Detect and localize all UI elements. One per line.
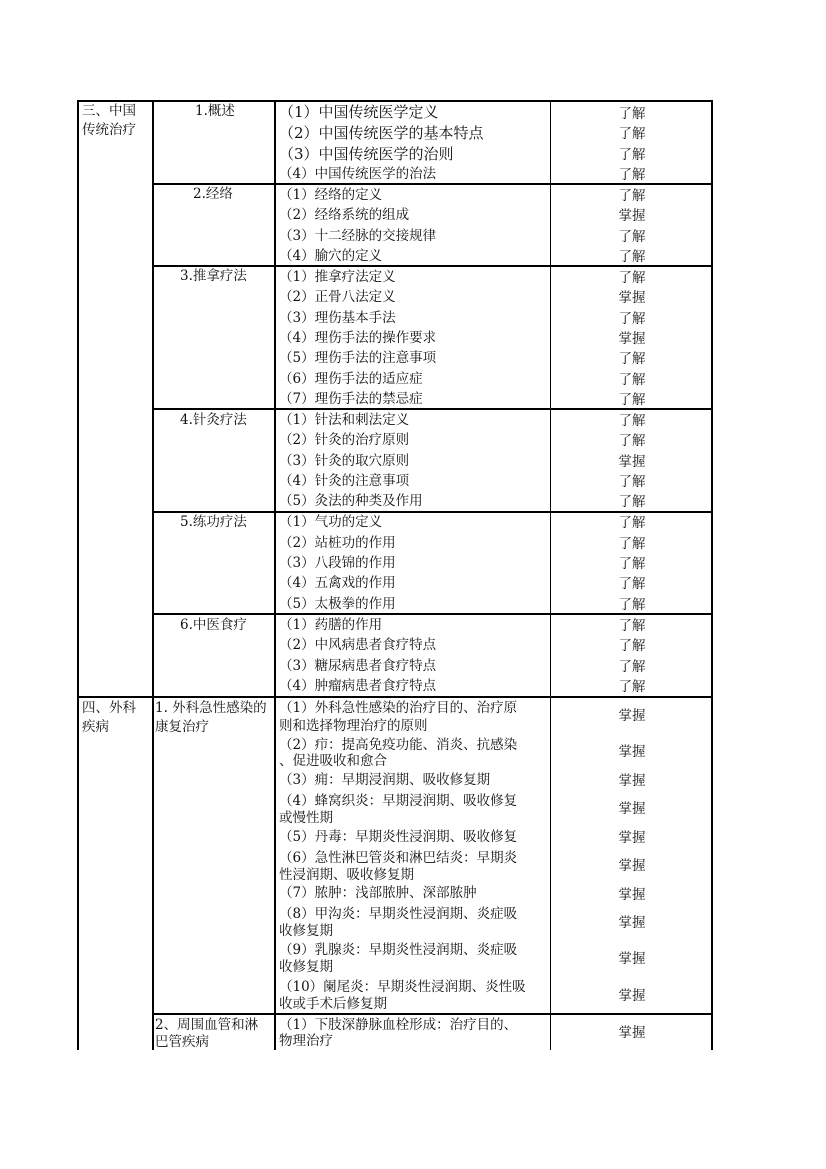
group-title: 6.中医食疗 xyxy=(180,617,247,633)
group-title: 3.推拿疗法 xyxy=(180,268,247,284)
item-level: 掌握 xyxy=(618,454,646,470)
item-text-line1: （1）外科急性感染的治疗目的、治疗原 xyxy=(279,700,518,716)
group-title: 1.概述 xyxy=(195,103,235,119)
item-text: （7）理伤手法的禁忌症 xyxy=(279,391,423,407)
item-text: （4）五禽戏的作用 xyxy=(279,575,396,591)
item-text-line1: （9）乳腺炎：早期炎性浸润期、炎症吸 xyxy=(279,942,518,958)
item-level: 了解 xyxy=(618,392,646,408)
item-text: （4）腧穴的定义 xyxy=(279,248,383,264)
item-level: 掌握 xyxy=(618,830,646,846)
item-text: （3）针灸的取穴原则 xyxy=(279,453,410,469)
table-border-left xyxy=(77,100,79,1050)
item-text: （5）太极拳的作用 xyxy=(279,596,396,612)
item-text: （1）经络的定义 xyxy=(279,187,383,203)
item-text: （3）中国传统医学的治则 xyxy=(279,145,454,163)
row-divider xyxy=(152,265,713,267)
item-level: 了解 xyxy=(618,147,646,163)
item-level: 了解 xyxy=(618,556,646,572)
item-text-line1: （2）疖：提高免疫功能、消炎、抗感染 xyxy=(279,737,518,753)
item-text-line2: 、促进吸收和愈合 xyxy=(279,753,387,769)
row-divider xyxy=(152,613,713,615)
group-title-line1: 1. 外科急性感染的 xyxy=(155,700,267,716)
item-text: （1）气功的定义 xyxy=(279,514,383,530)
item-level: 掌握 xyxy=(618,773,646,789)
item-level: 了解 xyxy=(618,597,646,613)
item-text: （2）站桩功的作用 xyxy=(279,535,396,551)
item-text-line2: 或慢性期 xyxy=(279,810,333,826)
item-text: （4）理伤手法的操作要求 xyxy=(279,330,437,346)
item-level: 了解 xyxy=(618,679,646,695)
item-text: （5）丹毒：早期炎性浸润期、吸收修复 xyxy=(279,829,518,845)
group-title: 5.练功疗法 xyxy=(180,514,247,530)
column-divider xyxy=(152,100,154,1050)
item-text-line1: （10）阑尾炎：早期炎性浸润期、炎性吸 xyxy=(279,979,526,995)
column-divider xyxy=(550,100,551,1050)
item-level: 了解 xyxy=(618,659,646,675)
item-text-line1: （6）急性淋巴管炎和淋巴结炎：早期炎 xyxy=(279,850,518,866)
item-level: 掌握 xyxy=(618,915,646,931)
item-text: （1）针法和刺法定义 xyxy=(279,412,410,428)
item-level: 了解 xyxy=(618,351,646,367)
item-text-line1: （8）甲沟炎：早期炎性浸润期、炎症吸 xyxy=(279,906,518,922)
item-level: 了解 xyxy=(618,536,646,552)
item-text: （3）糖尿病患者食疗特点 xyxy=(279,658,437,674)
item-text: （4）针灸的注意事项 xyxy=(279,473,410,489)
item-level: 了解 xyxy=(618,188,646,204)
category-3-line1: 三、中国 xyxy=(82,103,136,119)
item-level: 掌握 xyxy=(618,951,646,967)
category-4-line1: 四、外科 xyxy=(82,700,136,716)
item-level: 掌握 xyxy=(618,887,646,903)
row-divider xyxy=(77,696,713,698)
item-level: 了解 xyxy=(618,638,646,654)
item-text-line1: （1）下肢深静脉血栓形成：治疗目的、 xyxy=(279,1017,518,1033)
group-title-line2: 巴管疾病 xyxy=(155,1034,209,1050)
item-level: 了解 xyxy=(618,515,646,531)
item-text: （6）理伤手法的适应症 xyxy=(279,371,423,387)
item-text: （2）经络系统的组成 xyxy=(279,207,410,223)
group-title: 4.针灸疗法 xyxy=(180,412,247,428)
item-level: 了解 xyxy=(618,433,646,449)
item-text-line2: 则和选择物理治疗的原则 xyxy=(279,718,428,734)
item-level: 了解 xyxy=(618,413,646,429)
item-level: 掌握 xyxy=(618,801,646,817)
item-text: （4）中国传统医学的治法 xyxy=(279,166,437,182)
item-text: （7）脓肿：浅部脓肿、深部脓肿 xyxy=(279,885,477,901)
group-title-line1: 2、周围血管和淋 xyxy=(155,1017,259,1033)
item-level: 了解 xyxy=(618,249,646,265)
item-level: 掌握 xyxy=(618,331,646,347)
item-text-line2: 收或手术后修复期 xyxy=(279,996,387,1012)
item-level: 了解 xyxy=(618,618,646,634)
item-text: （2）中风病患者食疗特点 xyxy=(279,637,437,653)
item-level: 掌握 xyxy=(618,988,646,1004)
item-text-line2: 收修复期 xyxy=(279,959,333,975)
item-level: 了解 xyxy=(618,229,646,245)
item-level: 了解 xyxy=(618,494,646,510)
group-title: 2.经络 xyxy=(193,186,233,202)
item-text: （1）推拿疗法定义 xyxy=(279,269,396,285)
item-text: （4）肿瘤病患者食疗特点 xyxy=(279,678,437,694)
item-level: 掌握 xyxy=(618,290,646,306)
item-level: 了解 xyxy=(618,126,646,142)
item-level: 了解 xyxy=(618,311,646,327)
item-text: （3）十二经脉的交接规律 xyxy=(279,228,437,244)
item-level: 了解 xyxy=(618,576,646,592)
category-3-line2: 传统治疗 xyxy=(82,122,136,138)
row-divider xyxy=(152,183,713,185)
item-level: 掌握 xyxy=(618,858,646,874)
item-level: 掌握 xyxy=(618,208,646,224)
item-text-line2: 收修复期 xyxy=(279,923,333,939)
item-level: 掌握 xyxy=(618,744,646,760)
item-level: 了解 xyxy=(618,106,646,122)
row-divider xyxy=(77,100,713,102)
item-text-line2: 性浸润期、吸收修复期 xyxy=(279,867,414,883)
row-divider xyxy=(152,408,713,410)
item-text-line2: 物理治疗 xyxy=(279,1033,333,1049)
item-level: 掌握 xyxy=(618,1025,646,1041)
item-text: （3）痈：早期浸润期、吸收修复期 xyxy=(279,772,491,788)
table-border-right xyxy=(711,100,713,1050)
category-4-line2: 疾病 xyxy=(82,719,109,735)
item-text: （1）药膳的作用 xyxy=(279,617,383,633)
item-level: 了解 xyxy=(618,372,646,388)
item-text: （5）理伤手法的注意事项 xyxy=(279,350,437,366)
item-text: （2）针灸的治疗原则 xyxy=(279,432,410,448)
row-divider xyxy=(152,1013,713,1015)
item-text-line1: （4）蜂窝织炎：早期浸润期、吸收修复 xyxy=(279,793,518,809)
item-text: （3）八段锦的作用 xyxy=(279,555,396,571)
item-text: （5）灸法的种类及作用 xyxy=(279,493,423,509)
item-text: （1）中国传统医学定义 xyxy=(279,103,439,121)
row-divider xyxy=(152,511,713,513)
item-level: 了解 xyxy=(618,270,646,286)
group-title-line2: 康复治疗 xyxy=(155,719,209,735)
item-text: （3）理伤基本手法 xyxy=(279,310,396,326)
item-text: （2）中国传统医学的基本特点 xyxy=(279,124,484,142)
item-level: 了解 xyxy=(618,474,646,490)
item-level: 掌握 xyxy=(618,708,646,724)
column-divider xyxy=(274,100,276,1050)
item-level: 了解 xyxy=(618,167,646,183)
item-text: （2）正骨八法定义 xyxy=(279,289,396,305)
